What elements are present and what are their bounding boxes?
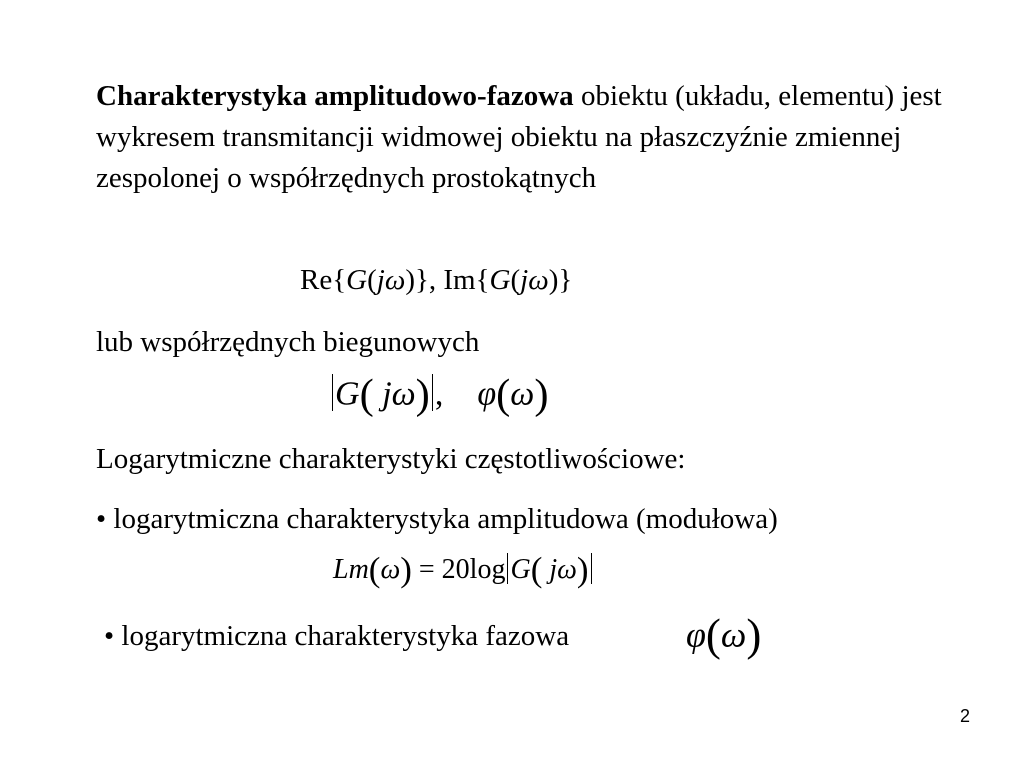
paren-close: ) [415,371,430,418]
intro-bold-term: Charakterystyka amplitudowo-fazowa [96,80,574,112]
intro-paragraph [96,76,946,199]
j-omega: jω [520,264,549,296]
g-symbol: G [489,264,511,296]
bullet-amplitude: • logarytmiczna charakterystyka amplitudowa (modułowa) [96,503,778,535]
comma: , [434,375,444,413]
paren-close: )} [548,264,573,296]
abs-bar-left [507,553,508,584]
im-label: , Im{ [428,264,490,296]
paren-close: ) [400,550,412,589]
abs-bar-right [591,553,592,584]
omega-symbol: ω [510,375,535,413]
j-omega: jω [373,375,416,413]
lm-symbol: Lm [333,554,369,586]
log-characteristics-heading: Logarytmiczne charakterystyki częstotliwościowe: [96,443,686,475]
g-symbol: G [346,264,368,296]
phi-symbol: φ [686,614,706,655]
formula-phase [686,610,762,660]
paren-close: ) [534,371,549,418]
equals-20log: = 20log [411,554,506,586]
paren-open: ( [367,264,377,296]
g-symbol: G [335,375,360,413]
abs-bar-right [432,374,433,411]
paren-close: ) [576,550,589,589]
paren-close: ) [746,610,762,660]
polar-coordinates-line: lub współrzędnych biegunowych [96,326,480,358]
g-symbol: G [510,554,531,586]
paren-open: ( [368,550,381,589]
bullet-phase: • logarytmiczna charakterystyka fazowa [104,620,570,652]
abs-bar-left [332,374,333,411]
phi-symbol: φ [477,375,497,413]
page-number: 2 [959,706,970,726]
j-omega: jω [376,264,406,296]
re-label: Re{ [300,264,347,296]
intro-text: obiektu (układu, elementu) jest wykresem transmitancji widmowej obiektu na płaszczyźnie zmiennej zespolonej o współrzędnych prostokątnych [96,80,942,194]
formula-lm [333,552,594,587]
paren-open: ( [705,610,721,660]
j-omega: jω [542,554,577,586]
omega-symbol: ω [380,554,401,586]
paren-open: ( [496,371,511,418]
paren-open: ( [359,371,374,418]
paren-open: ( [530,550,543,589]
formula-rectangular [300,264,572,297]
paren-open: ( [510,264,521,296]
formula-polar [330,371,549,418]
paren-close: )} [405,264,429,296]
omega-symbol: ω [720,614,747,655]
